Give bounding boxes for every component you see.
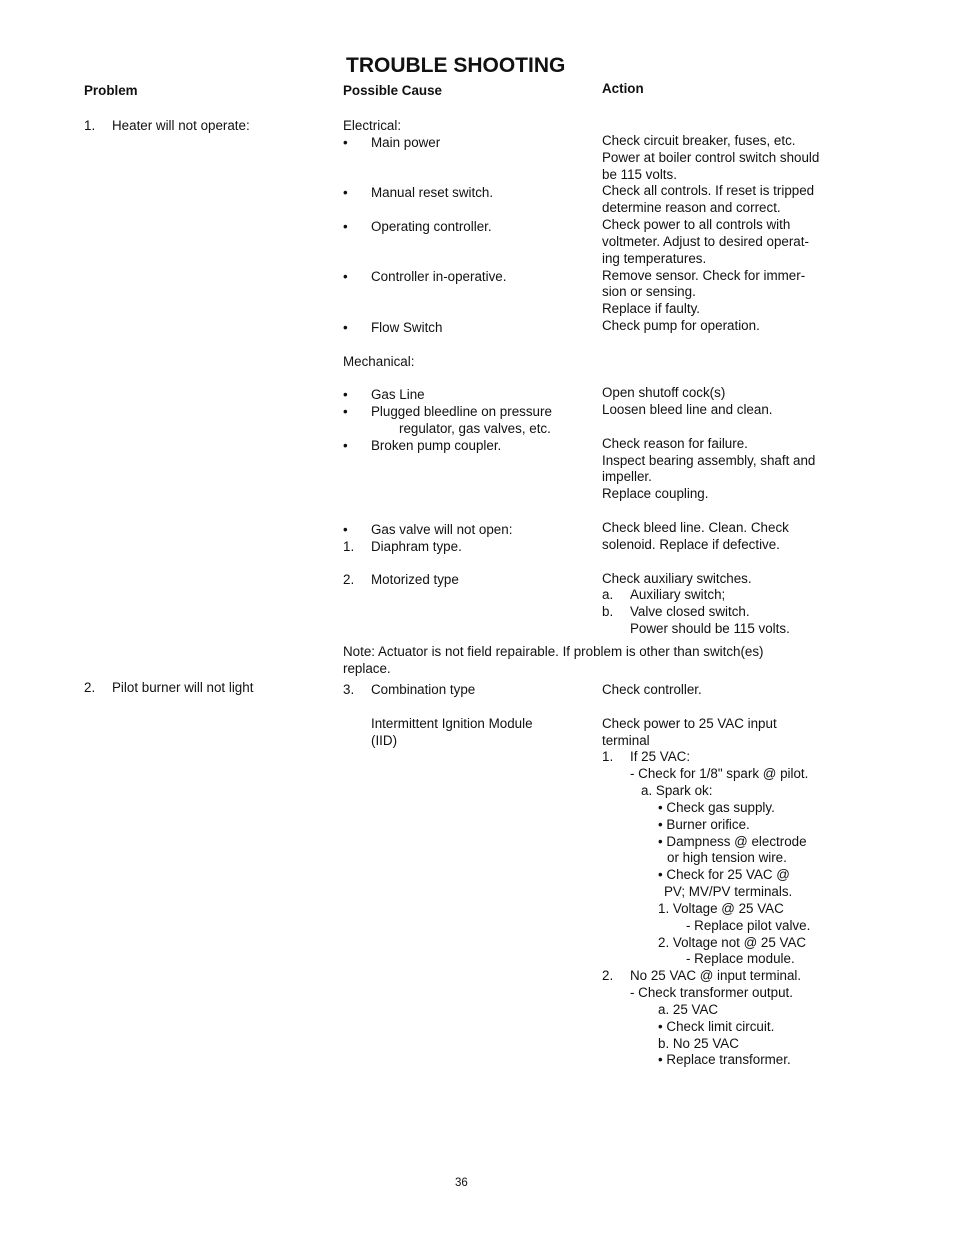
action-main-power-1: Check circuit breaker, fuses, etc. — [602, 133, 796, 148]
action-check-transformer: - Check transformer output. — [630, 985, 793, 1000]
cause-main-power: Main power — [371, 135, 441, 150]
cause-motorized: Motorized type — [371, 572, 459, 587]
action-broken-pump-3: impeller. — [602, 469, 652, 484]
action-check-limit: • Check limit circuit. — [658, 1019, 775, 1034]
action-replace-pilot: - Replace pilot valve. — [686, 918, 811, 933]
cause-electrical-heading: Electrical: — [343, 118, 402, 133]
action-manual-reset-2: determine reason and correct. — [602, 200, 781, 215]
bullet: • — [343, 219, 348, 234]
action-broken-pump-2: Inspect bearing assembly, shaft and — [602, 453, 816, 468]
cause-plugged-bleedline: Plugged bleedline on pressure — [371, 404, 552, 419]
action-no25-number: 2. — [602, 968, 614, 983]
cause-manual-reset: Manual reset switch. — [371, 185, 494, 200]
action-voltage-not: 2. Voltage not @ 25 VAC — [658, 935, 807, 950]
problem-1-number: 1. — [84, 118, 96, 133]
action-motorized-b-number: b. — [602, 604, 614, 619]
problem-2-text: Pilot burner will not light — [112, 680, 254, 695]
action-iid-2: terminal — [602, 733, 650, 748]
problem-1-text: Heater will not operate: — [112, 118, 250, 133]
action-if25: If 25 VAC: — [630, 749, 691, 764]
cause-combination: Combination type — [371, 682, 476, 697]
cause-controller-inoperative: Controller in-operative. — [371, 269, 507, 284]
action-motorized-a-number: a. — [602, 587, 614, 602]
action-replace-module: - Replace module. — [686, 951, 795, 966]
action-b-no25: b. No 25 VAC — [658, 1036, 739, 1051]
action-dampness: • Dampness @ electrode — [658, 834, 807, 849]
header-possible-cause: Possible Cause — [343, 83, 442, 98]
action-operating-controller-1: Check power to all controls with — [602, 217, 791, 232]
action-combination: Check controller. — [602, 682, 702, 697]
cause-diaphram: Diaphram type. — [371, 539, 462, 554]
action-controller-inoperative-1: Remove sensor. Check for immer- — [602, 268, 806, 283]
cause-gas-valve: Gas valve will not open: — [371, 522, 513, 537]
page-number: 36 — [455, 1177, 468, 1189]
action-gas-valve-1: Check bleed line. Clean. Check — [602, 520, 789, 535]
action-voltage-at: 1. Voltage @ 25 VAC — [658, 901, 784, 916]
action-burner-orifice: • Burner orifice. — [658, 817, 750, 832]
action-spark-check: - Check for 1/8" spark @ pilot. — [630, 766, 809, 781]
cause-iid: Intermittent Ignition Module — [371, 716, 533, 731]
bullet: • — [343, 269, 348, 284]
action-spark-ok: a. Spark ok: — [641, 783, 713, 798]
action-check-gas: • Check gas supply. — [658, 800, 775, 815]
bullet: • — [343, 135, 348, 150]
problem-2-number: 2. — [84, 680, 96, 695]
action-no25: No 25 VAC @ input terminal. — [630, 968, 802, 983]
cause-gas-line: Gas Line — [371, 387, 425, 402]
bullet: • — [343, 404, 348, 419]
note-cont: replace. — [343, 661, 391, 676]
action-main-power-3: be 115 volts. — [602, 167, 677, 182]
action-iid-1: Check power to 25 VAC input — [602, 716, 777, 731]
header-problem: Problem — [84, 83, 138, 98]
action-dampness-cont: or high tension wire. — [667, 850, 787, 865]
action-broken-pump-4: Replace coupling. — [602, 486, 709, 501]
bullet: • — [343, 438, 348, 453]
action-main-power-2: Power at boiler control switch should — [602, 150, 820, 165]
bullet: • — [343, 320, 348, 335]
action-if25-number: 1. — [602, 749, 614, 764]
cause-combination-number: 3. — [343, 682, 355, 697]
action-replace-transformer: • Replace transformer. — [658, 1052, 791, 1067]
cause-broken-pump: Broken pump coupler. — [371, 438, 502, 453]
action-motorized: Check auxiliary switches. — [602, 571, 752, 586]
note: Note: Actuator is not field repairable. If problem is other than switch(es) — [343, 644, 764, 659]
cause-iid-cont: (IID) — [371, 733, 398, 748]
action-motorized-power: Power should be 115 volts. — [630, 621, 790, 636]
action-plugged: Loosen bleed line and clean. — [602, 402, 773, 417]
action-controller-inoperative-3: Replace if faulty. — [602, 301, 700, 316]
action-check25: • Check for 25 VAC @ — [658, 867, 790, 882]
action-flow-switch: Check pump for operation. — [602, 318, 760, 333]
header-action: Action — [602, 81, 644, 96]
cause-flow-switch: Flow Switch — [371, 320, 443, 335]
cause-plugged-bleedline-cont: regulator, gas valves, etc. — [399, 421, 551, 436]
bullet: • — [343, 185, 348, 200]
bullet: • — [343, 522, 348, 537]
action-operating-controller-3: ing temperatures. — [602, 251, 707, 266]
action-motorized-a: Auxiliary switch; — [630, 587, 726, 602]
bullet: • — [343, 387, 348, 402]
action-gas-line: Open shutoff cock(s) — [602, 385, 726, 400]
action-a25: a. 25 VAC — [658, 1002, 719, 1017]
cause-operating-controller: Operating controller. — [371, 219, 492, 234]
action-gas-valve-2: solenoid. Replace if defective. — [602, 537, 780, 552]
action-manual-reset-1: Check all controls. If reset is tripped — [602, 183, 815, 198]
action-check25-cont: PV; MV/PV terminals. — [664, 884, 793, 899]
cause-mechanical-heading: Mechanical: — [343, 354, 415, 369]
page-title: TROUBLE SHOOTING — [346, 54, 566, 77]
action-operating-controller-2: voltmeter. Adjust to desired operat- — [602, 234, 809, 249]
action-controller-inoperative-2: sion or sensing. — [602, 284, 696, 299]
cause-diaphram-number: 1. — [343, 539, 355, 554]
action-motorized-b: Valve closed switch. — [630, 604, 750, 619]
action-broken-pump-1: Check reason for failure. — [602, 436, 748, 451]
cause-motorized-number: 2. — [343, 572, 355, 587]
